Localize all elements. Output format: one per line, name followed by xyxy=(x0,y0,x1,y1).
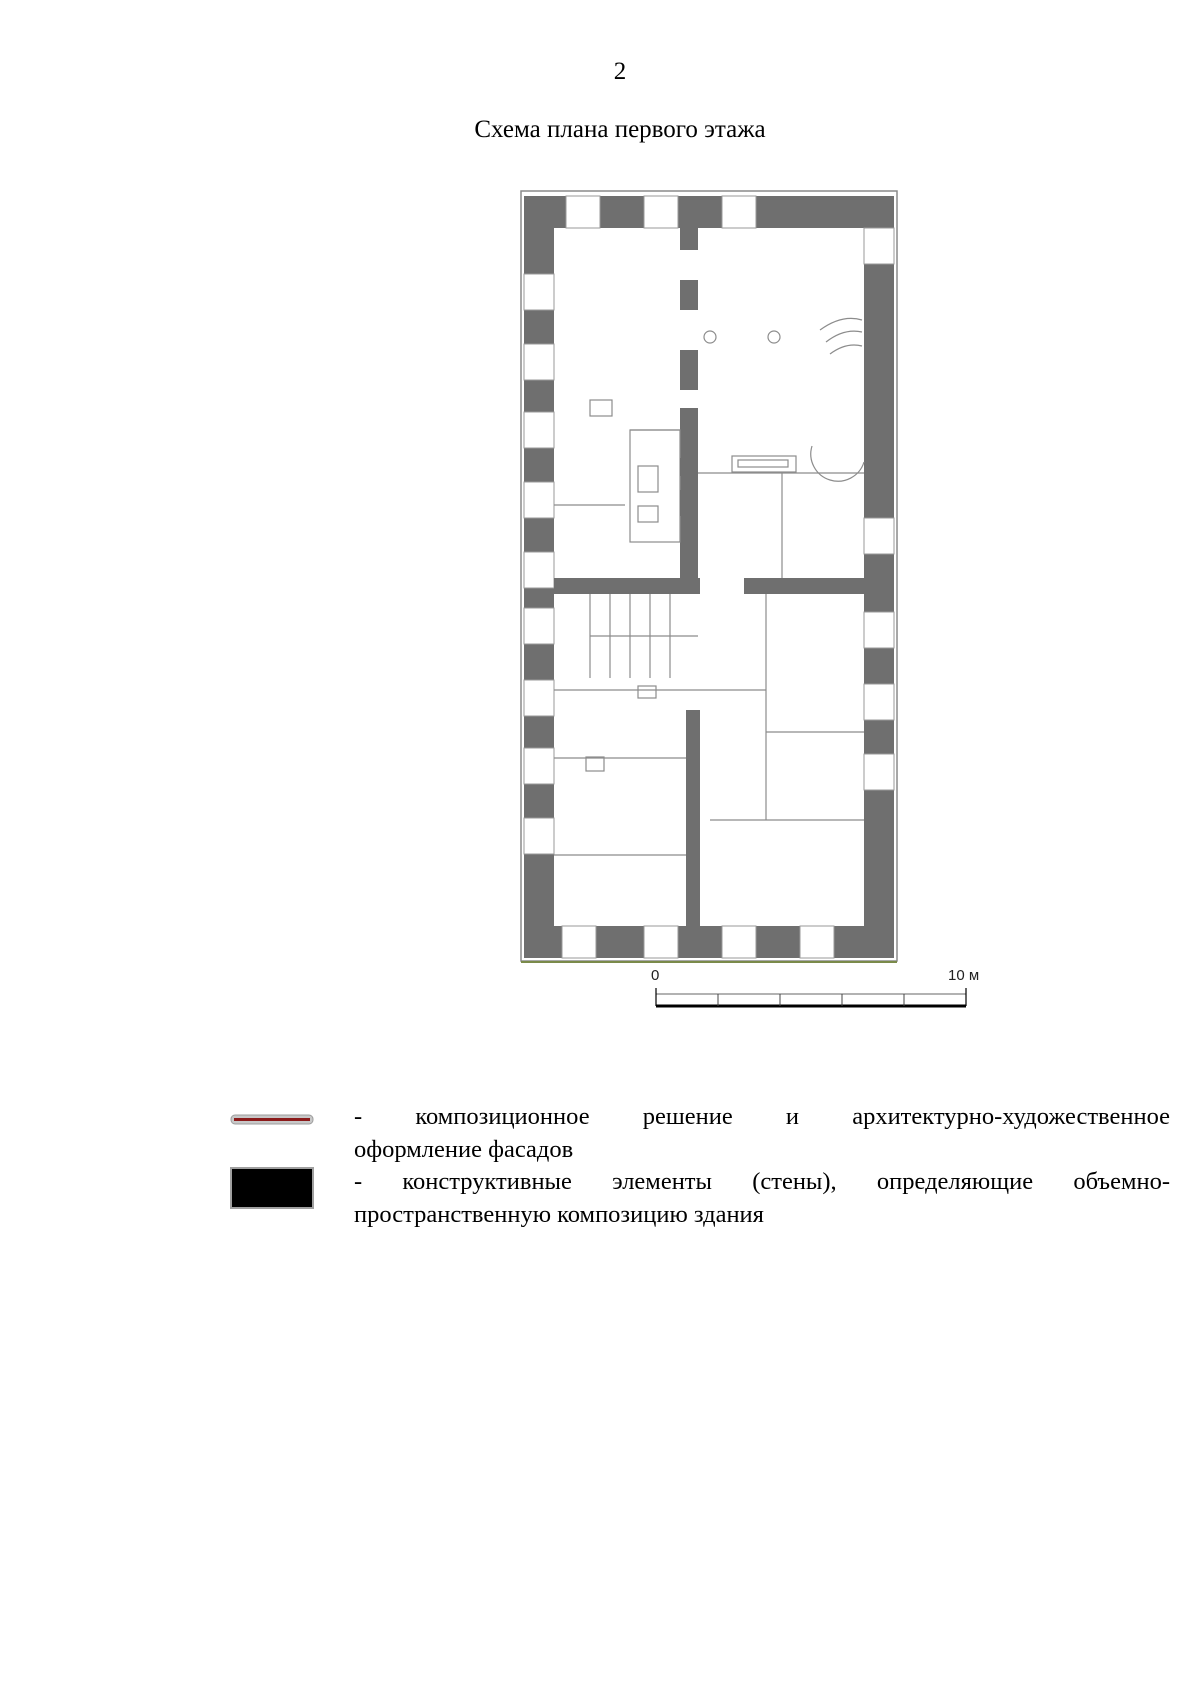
legend-line: оформление фасадов xyxy=(354,1136,574,1163)
legend-text-facades xyxy=(354,1100,1170,1166)
scale-end-label: 10 м xyxy=(948,967,980,984)
page-title: Схема плана первого этажа xyxy=(474,116,766,143)
scale-start-label: 0 xyxy=(651,967,660,984)
building-outline xyxy=(521,191,897,961)
legend-line: - композиционное решение и архитектурно-художественное xyxy=(354,1103,1170,1130)
red-line-swatch xyxy=(230,1112,314,1128)
legend-line: - конструктивные элементы (стены), определяющие объемно- xyxy=(354,1168,1170,1195)
floor-plan xyxy=(520,190,900,965)
legend-item-walls xyxy=(230,1165,1170,1235)
legend-item-facades xyxy=(230,1100,1170,1170)
scale-bar xyxy=(648,984,988,1014)
legend-text-walls xyxy=(354,1165,1170,1231)
page-number: 2 xyxy=(613,58,627,85)
legend-line: пространственную композицию здания xyxy=(354,1201,764,1228)
black-box-swatch xyxy=(230,1167,314,1209)
